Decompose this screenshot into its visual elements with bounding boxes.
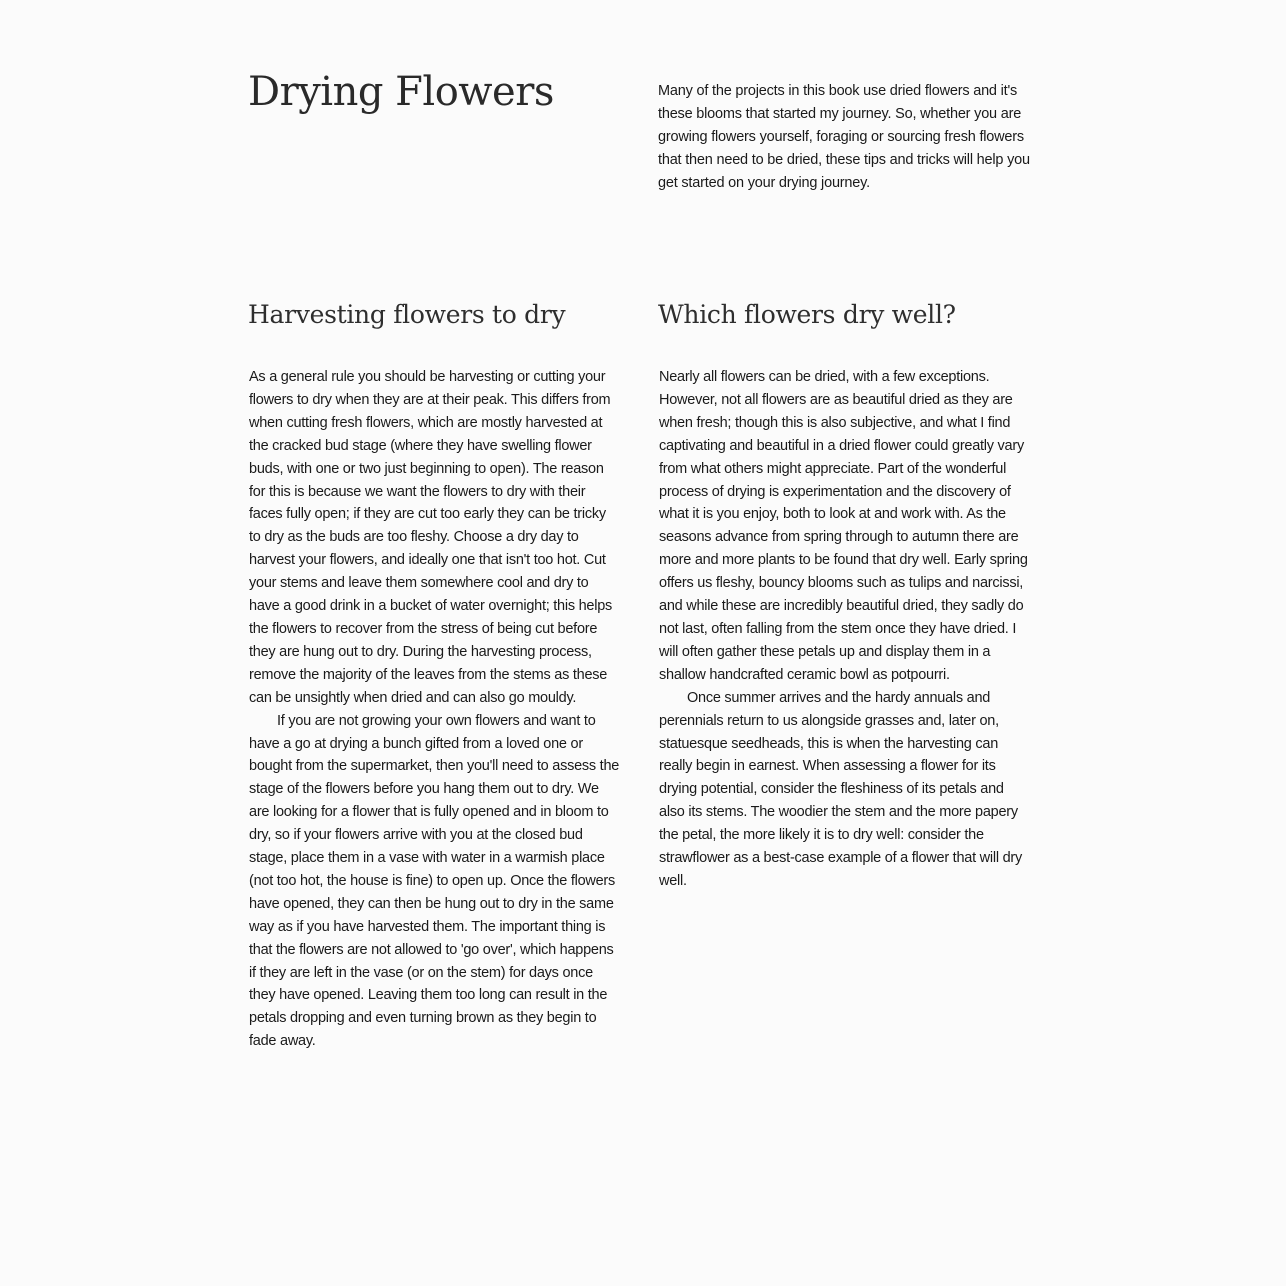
body-paragraph: If you are not growing your own flowers and want to have a go at drying a bunch gifted from a loved one or bought from the supermarket, then you'll need to assess the stage of the flowers before you hang them out to dry. We are looking for a flower that is fully opened and in bloom to dry, so if your flowers arrive with you at the closed bud stage, place them in a vase with water in a warmish place (not too hot, the house is fine) to open up. Once the flowers have opened, they can then be hung out to dry in the same way as if you have harvested them. The important thing is that the flowers are not allowed to 'go over', which happens if they are left in the vase (or on the stem) for days once they have opened. Leaving them too long can result in the petals dropping and even turning brown as they begin to fade away. — [249, 712, 620, 1050]
section-heading-harvesting: Harvesting flowers to dry — [248, 300, 566, 329]
body-paragraph: Nearly all flowers can be dried, with a few exceptions. However, not all flowers are as beautiful dried as they are when fresh; though this is also subjective, and what I find captivating and beautiful in a dried flower could greatly vary from what others might appreciate. Part of the wonderful process of drying is experimentation and the discovery of what it is you enjoy, both to look at and work with. As the seasons advance from spring through to autumn there are more and more plants to be found that dry well. Early spring offers us fleshy, bouncy blooms such as tulips and narcissi, and while these are incredibly beautiful dried, they sadly do not last, often falling from the stem once they have dried. I will often gather these petals up and display them in a shallow handcrafted ceramic bowl as potpourri. — [659, 369, 1028, 683]
which-flowers-column — [659, 366, 1031, 893]
harvesting-column — [249, 366, 621, 1053]
page-title: Drying Flowers — [248, 69, 554, 115]
section-heading-which-flowers: Which flowers dry well? — [658, 300, 956, 329]
body-paragraph: Once summer arrives and the hardy annuals and perennials return to us alongside grasses and, later on, statuesque seedheads, this is when the harvesting can really begin in earnest. When assessing a flower for its drying potential, consider the fleshiness of its petals and also its stems. The woodier the stem and the more papery the petal, the more likely it is to dry well: consider the strawflower as a best-case example of a flower that will dry well. — [659, 689, 1022, 889]
intro-paragraph: Many of the projects in this book use dried flowers and it's these blooms that started my journey. So, whether you are growing flowers yourself, foraging or sourcing fresh flowers that then need to be dried, these tips and tricks will help you get started on your drying journey. — [658, 83, 1030, 191]
body-paragraph: As a general rule you should be harvesting or cutting your flowers to dry when they are at their peak. This differs from when cutting fresh flowers, which are mostly harvested at the cracked bud stage (where they have swelling flower buds, with one or two just beginning to open). The reason for this is because we want the flowers to dry with their faces fully open; if they are cut too early they can be tricky to dry as the buds are too fleshy. Choose a dry day to harvest your flowers, and ideally one that isn't too hot. Cut your stems and leave them somewhere cool and dry to have a good drink in a bucket of water overnight; this helps the flowers to recover from the stress of being cut before they are hung out to dry. During the harvesting process, remove the majority of the leaves from the stems as these can be unsightly when dried and can also go mouldy. — [249, 369, 613, 706]
